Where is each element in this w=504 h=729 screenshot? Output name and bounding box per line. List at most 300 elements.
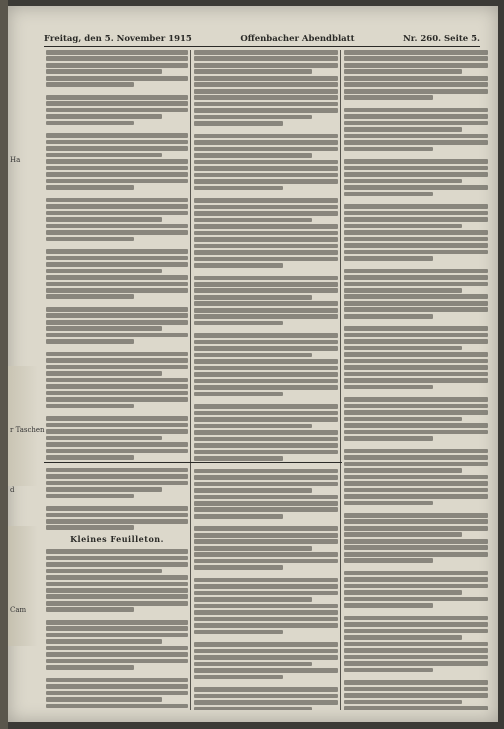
text-line bbox=[46, 198, 188, 203]
text-line bbox=[194, 308, 338, 313]
text-line bbox=[194, 488, 312, 493]
text-line bbox=[344, 250, 488, 255]
text-line bbox=[46, 282, 188, 287]
text-line bbox=[194, 340, 338, 345]
text-line bbox=[194, 76, 338, 81]
page-fold bbox=[8, 526, 38, 646]
text-line bbox=[194, 211, 338, 216]
text-line bbox=[194, 224, 338, 229]
paragraph-gap bbox=[344, 610, 488, 616]
text-line bbox=[194, 655, 338, 660]
issue-date: Freitag, den 5. November 1915 bbox=[44, 34, 192, 44]
column-right bbox=[344, 50, 488, 710]
text-line bbox=[194, 301, 338, 306]
text-line bbox=[344, 597, 488, 602]
text-line bbox=[194, 604, 338, 609]
text-line bbox=[344, 339, 488, 344]
text-line bbox=[46, 588, 188, 593]
text-line bbox=[344, 552, 488, 557]
text-line bbox=[194, 121, 283, 126]
text-line bbox=[46, 275, 188, 280]
text-line bbox=[344, 346, 462, 351]
text-line bbox=[194, 450, 338, 455]
text-line bbox=[344, 501, 433, 506]
text-line bbox=[344, 526, 488, 531]
text-line bbox=[194, 411, 338, 416]
text-line bbox=[194, 675, 283, 680]
text-line bbox=[344, 404, 488, 409]
text-line bbox=[46, 76, 188, 81]
text-line bbox=[344, 558, 433, 563]
text-line bbox=[46, 172, 188, 177]
text-line bbox=[344, 50, 488, 55]
text-line bbox=[344, 269, 488, 274]
text-line bbox=[194, 153, 312, 158]
binding-edge bbox=[0, 0, 8, 729]
text-line bbox=[344, 166, 488, 171]
text-line bbox=[344, 687, 488, 692]
text-line bbox=[194, 552, 338, 557]
text-line bbox=[46, 133, 188, 138]
text-line bbox=[194, 147, 338, 152]
text-line bbox=[194, 231, 338, 236]
text-line bbox=[344, 326, 488, 331]
text-line bbox=[194, 108, 338, 113]
text-line bbox=[194, 662, 312, 667]
text-line bbox=[46, 166, 188, 171]
text-line bbox=[344, 179, 462, 184]
text-line bbox=[194, 50, 338, 55]
text-line bbox=[344, 314, 433, 319]
text-line bbox=[46, 582, 188, 587]
text-line bbox=[46, 121, 134, 126]
text-line bbox=[344, 204, 488, 209]
text-line bbox=[46, 63, 188, 68]
text-line bbox=[194, 392, 283, 397]
text-line bbox=[46, 339, 134, 344]
text-line bbox=[344, 108, 488, 113]
text-line bbox=[344, 378, 488, 383]
text-line bbox=[344, 95, 433, 100]
text-line bbox=[46, 397, 188, 402]
text-line bbox=[344, 577, 488, 582]
text-line bbox=[46, 684, 188, 689]
text-line bbox=[194, 333, 338, 338]
text-line bbox=[344, 642, 488, 647]
text-line bbox=[46, 442, 188, 447]
text-line bbox=[46, 249, 188, 254]
text-line bbox=[46, 204, 188, 209]
text-line bbox=[194, 456, 283, 461]
text-line bbox=[46, 237, 134, 242]
text-line bbox=[344, 700, 462, 705]
text-line bbox=[46, 101, 188, 106]
text-line bbox=[46, 575, 188, 580]
text-line bbox=[194, 591, 338, 596]
text-line bbox=[194, 82, 338, 87]
text-line bbox=[344, 307, 488, 312]
text-line bbox=[344, 114, 488, 119]
text-line bbox=[344, 365, 488, 370]
text-line bbox=[46, 313, 188, 318]
text-line bbox=[344, 680, 488, 685]
text-line bbox=[46, 288, 188, 293]
text-line bbox=[344, 481, 488, 486]
text-line bbox=[46, 697, 162, 702]
text-line bbox=[46, 326, 162, 331]
text-line bbox=[344, 82, 488, 87]
text-line bbox=[194, 56, 338, 61]
text-line bbox=[46, 352, 188, 357]
text-line bbox=[194, 584, 338, 589]
text-line bbox=[46, 262, 188, 267]
text-line bbox=[194, 186, 283, 191]
text-line bbox=[46, 704, 188, 709]
text-line bbox=[46, 678, 188, 683]
text-line bbox=[344, 256, 433, 261]
text-line bbox=[194, 160, 338, 165]
text-line bbox=[344, 301, 488, 306]
text-line bbox=[344, 89, 488, 94]
text-line bbox=[344, 668, 433, 673]
text-line bbox=[194, 69, 312, 74]
text-line bbox=[194, 495, 338, 500]
paragraph-gap bbox=[194, 270, 338, 276]
text-line bbox=[194, 353, 312, 358]
text-line bbox=[194, 559, 338, 564]
text-line bbox=[46, 140, 188, 145]
text-line bbox=[46, 455, 134, 460]
text-line bbox=[344, 590, 462, 595]
text-line bbox=[344, 211, 488, 216]
text-line bbox=[344, 134, 488, 139]
text-line bbox=[46, 652, 188, 657]
text-line bbox=[344, 121, 488, 126]
text-line bbox=[194, 263, 283, 268]
text-line bbox=[194, 507, 338, 512]
text-line bbox=[46, 549, 188, 554]
text-line bbox=[46, 294, 134, 299]
text-line bbox=[344, 513, 488, 518]
text-line bbox=[46, 384, 188, 389]
text-line bbox=[46, 146, 188, 151]
text-line bbox=[46, 474, 188, 479]
text-line bbox=[344, 706, 488, 710]
text-line bbox=[46, 519, 188, 524]
text-line bbox=[194, 707, 312, 710]
text-line bbox=[344, 616, 488, 621]
text-line bbox=[344, 397, 488, 402]
text-line bbox=[344, 648, 488, 653]
text-line bbox=[194, 385, 338, 390]
text-line bbox=[344, 584, 488, 589]
text-line bbox=[194, 533, 338, 538]
text-line bbox=[46, 487, 162, 492]
text-line bbox=[344, 603, 433, 608]
text-line bbox=[194, 244, 338, 249]
text-line bbox=[46, 404, 134, 409]
text-line bbox=[194, 257, 338, 262]
column-rule bbox=[190, 50, 191, 710]
text-line bbox=[344, 475, 488, 480]
text-line bbox=[194, 282, 338, 287]
text-line bbox=[344, 288, 462, 293]
text-line bbox=[194, 115, 312, 120]
text-line bbox=[344, 333, 488, 338]
text-line bbox=[46, 556, 188, 561]
text-line bbox=[46, 185, 134, 190]
text-line bbox=[194, 179, 338, 184]
text-line bbox=[194, 95, 338, 100]
text-line bbox=[194, 623, 338, 628]
text-line bbox=[46, 506, 188, 511]
text-line bbox=[194, 218, 312, 223]
text-line bbox=[46, 358, 188, 363]
text-line bbox=[46, 114, 162, 119]
text-line bbox=[344, 172, 488, 177]
text-line bbox=[46, 607, 134, 612]
text-line bbox=[194, 437, 338, 442]
text-line bbox=[46, 594, 188, 599]
text-line bbox=[46, 620, 188, 625]
text-line bbox=[194, 649, 338, 654]
text-line bbox=[344, 185, 488, 190]
text-line bbox=[46, 423, 188, 428]
text-line bbox=[194, 443, 338, 448]
text-line bbox=[344, 140, 488, 145]
text-line bbox=[194, 359, 338, 364]
text-line bbox=[194, 276, 338, 281]
text-line bbox=[344, 635, 462, 640]
margin-fragment: Ha bbox=[10, 156, 21, 164]
text-line bbox=[194, 321, 283, 326]
margin-fragment: Cam bbox=[10, 606, 27, 614]
text-line bbox=[344, 385, 433, 390]
text-line bbox=[344, 159, 488, 164]
text-line bbox=[344, 693, 488, 698]
text-line bbox=[344, 56, 488, 61]
text-line bbox=[46, 601, 188, 606]
text-line bbox=[344, 192, 433, 197]
text-line bbox=[194, 173, 338, 178]
text-line bbox=[46, 633, 188, 638]
feuilleton-title: Kleines Feuilleton. bbox=[70, 534, 164, 545]
paragraph-gap bbox=[194, 128, 338, 134]
text-line bbox=[344, 423, 488, 428]
text-line bbox=[344, 217, 488, 222]
text-line bbox=[344, 352, 488, 357]
text-line bbox=[194, 134, 338, 139]
margin-fragment: r Taschen bbox=[10, 426, 45, 434]
text-line bbox=[194, 205, 338, 210]
text-line bbox=[194, 430, 338, 435]
text-line bbox=[344, 430, 488, 435]
newspaper-page bbox=[8, 6, 498, 722]
text-line bbox=[46, 159, 188, 164]
text-line bbox=[344, 63, 488, 68]
text-line bbox=[194, 424, 312, 429]
text-line bbox=[194, 630, 283, 635]
text-line bbox=[344, 571, 488, 576]
text-line bbox=[46, 429, 188, 434]
text-line bbox=[46, 333, 188, 338]
text-line bbox=[46, 256, 188, 261]
text-line bbox=[46, 365, 188, 370]
text-line bbox=[46, 525, 134, 530]
paragraph-gap bbox=[46, 346, 188, 352]
text-line bbox=[344, 230, 488, 235]
text-line bbox=[194, 694, 338, 699]
text-line bbox=[344, 436, 433, 441]
text-line bbox=[194, 140, 338, 145]
text-line bbox=[46, 95, 188, 100]
text-line bbox=[46, 562, 188, 567]
text-line bbox=[46, 217, 162, 222]
text-line bbox=[344, 462, 488, 467]
text-line bbox=[194, 198, 338, 203]
text-line bbox=[194, 501, 338, 506]
text-line bbox=[194, 687, 338, 692]
text-line bbox=[344, 655, 488, 660]
text-line bbox=[46, 211, 188, 216]
text-line bbox=[344, 494, 488, 499]
text-line bbox=[194, 102, 338, 107]
paragraph-gap bbox=[46, 192, 188, 198]
text-line bbox=[344, 243, 488, 248]
text-line bbox=[46, 416, 188, 421]
paragraph-gap bbox=[194, 463, 338, 469]
margin-fragment: d bbox=[10, 486, 15, 494]
text-line bbox=[344, 545, 488, 550]
text-line bbox=[46, 230, 188, 235]
text-line bbox=[344, 488, 488, 493]
text-line bbox=[194, 700, 338, 705]
text-line bbox=[46, 307, 188, 312]
text-line bbox=[194, 379, 338, 384]
text-line bbox=[194, 288, 338, 293]
text-line bbox=[46, 69, 162, 74]
text-line bbox=[194, 617, 338, 622]
text-line bbox=[46, 481, 188, 486]
text-line bbox=[344, 661, 488, 666]
text-line bbox=[46, 82, 134, 87]
text-line bbox=[194, 237, 338, 242]
text-line bbox=[194, 63, 338, 68]
text-line bbox=[344, 237, 488, 242]
issue-number: Nr. 260. Seite 5. bbox=[403, 34, 480, 44]
text-line bbox=[344, 372, 488, 377]
text-line bbox=[344, 224, 462, 229]
text-line bbox=[194, 546, 312, 551]
text-line bbox=[46, 391, 188, 396]
text-line bbox=[344, 468, 462, 473]
text-line bbox=[194, 514, 283, 519]
text-line bbox=[344, 417, 462, 422]
text-line bbox=[344, 69, 462, 74]
text-line bbox=[46, 371, 162, 376]
text-line bbox=[46, 108, 188, 113]
text-line bbox=[344, 519, 488, 524]
text-line bbox=[46, 665, 134, 670]
text-line bbox=[194, 565, 283, 570]
text-line bbox=[344, 76, 488, 81]
text-line bbox=[194, 166, 338, 171]
text-line bbox=[46, 569, 162, 574]
column-left bbox=[46, 50, 188, 710]
text-line bbox=[46, 691, 188, 696]
text-line bbox=[194, 482, 338, 487]
text-line bbox=[344, 532, 462, 537]
text-line bbox=[46, 179, 188, 184]
text-line bbox=[46, 153, 162, 158]
text-line bbox=[344, 127, 462, 132]
text-line bbox=[344, 629, 488, 634]
text-line bbox=[46, 56, 188, 61]
text-line bbox=[46, 626, 188, 631]
text-line bbox=[344, 539, 488, 544]
text-line bbox=[46, 468, 188, 473]
paragraph-gap bbox=[344, 102, 488, 108]
text-line bbox=[194, 642, 338, 647]
column-middle bbox=[194, 50, 338, 710]
text-line bbox=[194, 366, 338, 371]
text-line bbox=[46, 659, 188, 664]
text-line bbox=[46, 50, 188, 55]
text-line bbox=[46, 320, 188, 325]
text-line bbox=[194, 597, 312, 602]
text-line bbox=[46, 449, 188, 454]
text-line bbox=[194, 526, 338, 531]
paragraph-gap bbox=[194, 572, 338, 578]
text-line bbox=[344, 410, 488, 415]
text-line bbox=[194, 539, 338, 544]
text-line bbox=[46, 378, 188, 383]
text-line bbox=[344, 449, 488, 454]
text-line bbox=[344, 622, 488, 627]
text-line bbox=[194, 295, 312, 300]
text-line bbox=[194, 372, 338, 377]
text-line bbox=[194, 469, 338, 474]
text-line bbox=[46, 639, 162, 644]
text-line bbox=[46, 436, 162, 441]
paragraph-gap bbox=[344, 263, 488, 269]
text-line bbox=[344, 294, 488, 299]
text-line bbox=[194, 610, 338, 615]
masthead: Offenbacher Abendblatt bbox=[240, 34, 355, 44]
section-divider bbox=[44, 462, 342, 463]
text-line bbox=[194, 668, 338, 673]
text-line bbox=[194, 578, 338, 583]
text-line bbox=[194, 346, 338, 351]
text-line bbox=[194, 250, 338, 255]
text-line bbox=[344, 147, 433, 152]
text-line bbox=[344, 359, 488, 364]
text-line bbox=[46, 494, 134, 499]
paragraph-gap bbox=[344, 443, 488, 449]
paragraph-gap bbox=[46, 672, 188, 678]
text-line bbox=[344, 282, 488, 287]
text-line bbox=[46, 269, 162, 274]
text-line bbox=[194, 475, 338, 480]
text-line bbox=[46, 224, 188, 229]
text-line bbox=[46, 513, 188, 518]
text-line bbox=[194, 314, 338, 319]
text-line bbox=[344, 455, 488, 460]
text-line bbox=[344, 275, 488, 280]
column-rule bbox=[340, 50, 341, 710]
text-line bbox=[194, 417, 338, 422]
text-line bbox=[194, 404, 338, 409]
